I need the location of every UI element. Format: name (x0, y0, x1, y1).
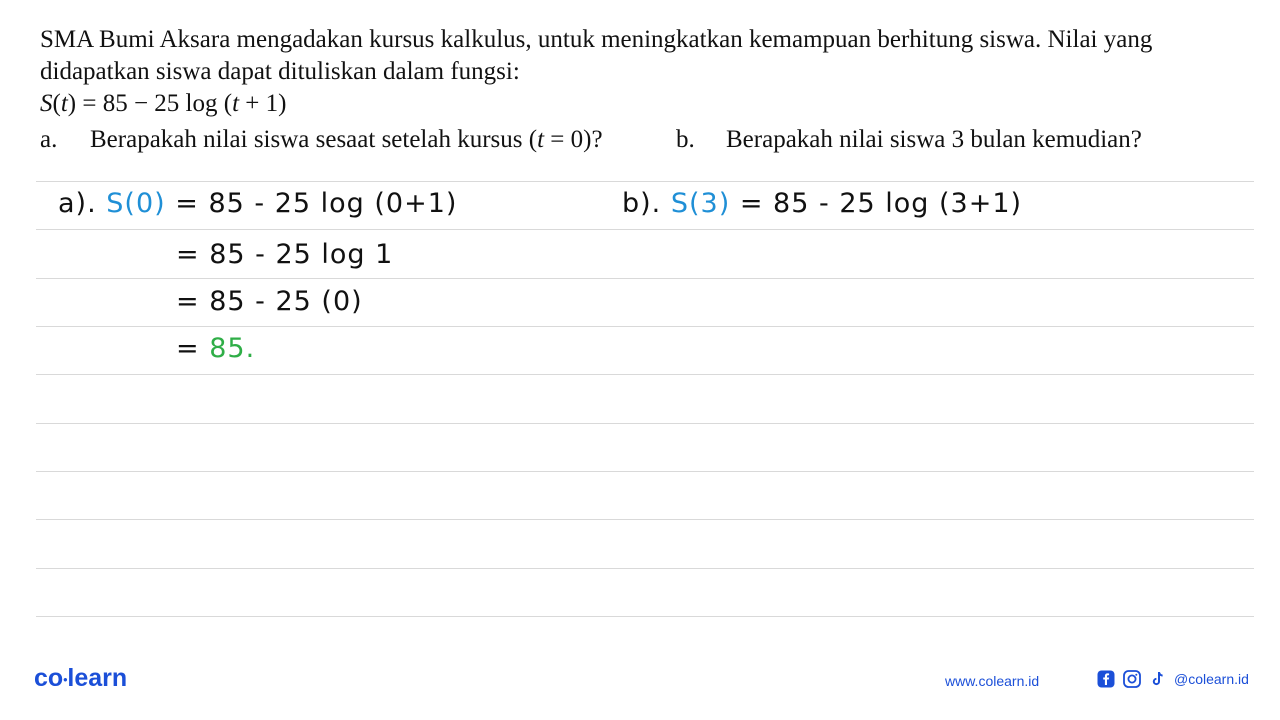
website-link[interactable]: www.colearn.id (945, 673, 1040, 689)
question-parts (40, 124, 1240, 164)
function-formula: S(t) = 85 − 25 log (t + 1) (40, 90, 287, 117)
answer-a-line-3: = 85 - 25 (0) (176, 286, 363, 317)
answer-b-line-1: b). S(3) = 85 - 25 log (3+1) (622, 188, 1023, 219)
colearn-logo: co•learn (34, 664, 128, 692)
rule-line (36, 519, 1254, 520)
rule-line (36, 616, 1254, 617)
rule-line (36, 326, 1254, 327)
expression-s0: S(0) (106, 188, 166, 219)
instagram-icon[interactable] (1122, 669, 1142, 689)
rule-line (36, 374, 1254, 375)
logo-dot: • (63, 672, 68, 687)
rule-line (36, 471, 1254, 472)
answer-a-line-1: a). S(0) = 85 - 25 log (0+1) (58, 188, 458, 219)
problem-intro: SMA Bumi Aksara mengadakan kursus kalkulus, untuk meningkatkan kemampuan berhitung siswa. Nilai yang didapatkan siswa dapat dituliskan dalam fungsi: (40, 26, 1153, 85)
answer-a-line-4: = 85. (176, 333, 256, 364)
question-a: a. Berapakah nilai siswa sesaat setelah kursus (t = 0)? (40, 126, 603, 153)
social-links (1096, 669, 1249, 689)
answer-a-line-2: = 85 - 25 log 1 (176, 239, 394, 270)
rule-line (36, 423, 1254, 424)
rule-line (36, 229, 1254, 230)
question-b: b. Berapakah nilai siswa 3 bulan kemudian? (676, 126, 1142, 153)
rule-line (36, 568, 1254, 569)
problem-statement (40, 24, 1240, 164)
tiktok-icon[interactable] (1148, 669, 1168, 689)
social-handle[interactable]: @colearn.id (1174, 671, 1249, 687)
rule-line (36, 181, 1254, 182)
answer-a-result: 85. (209, 333, 256, 364)
facebook-icon[interactable] (1096, 669, 1116, 689)
rule-line (36, 278, 1254, 279)
expression-s3: S(3) (670, 188, 731, 219)
